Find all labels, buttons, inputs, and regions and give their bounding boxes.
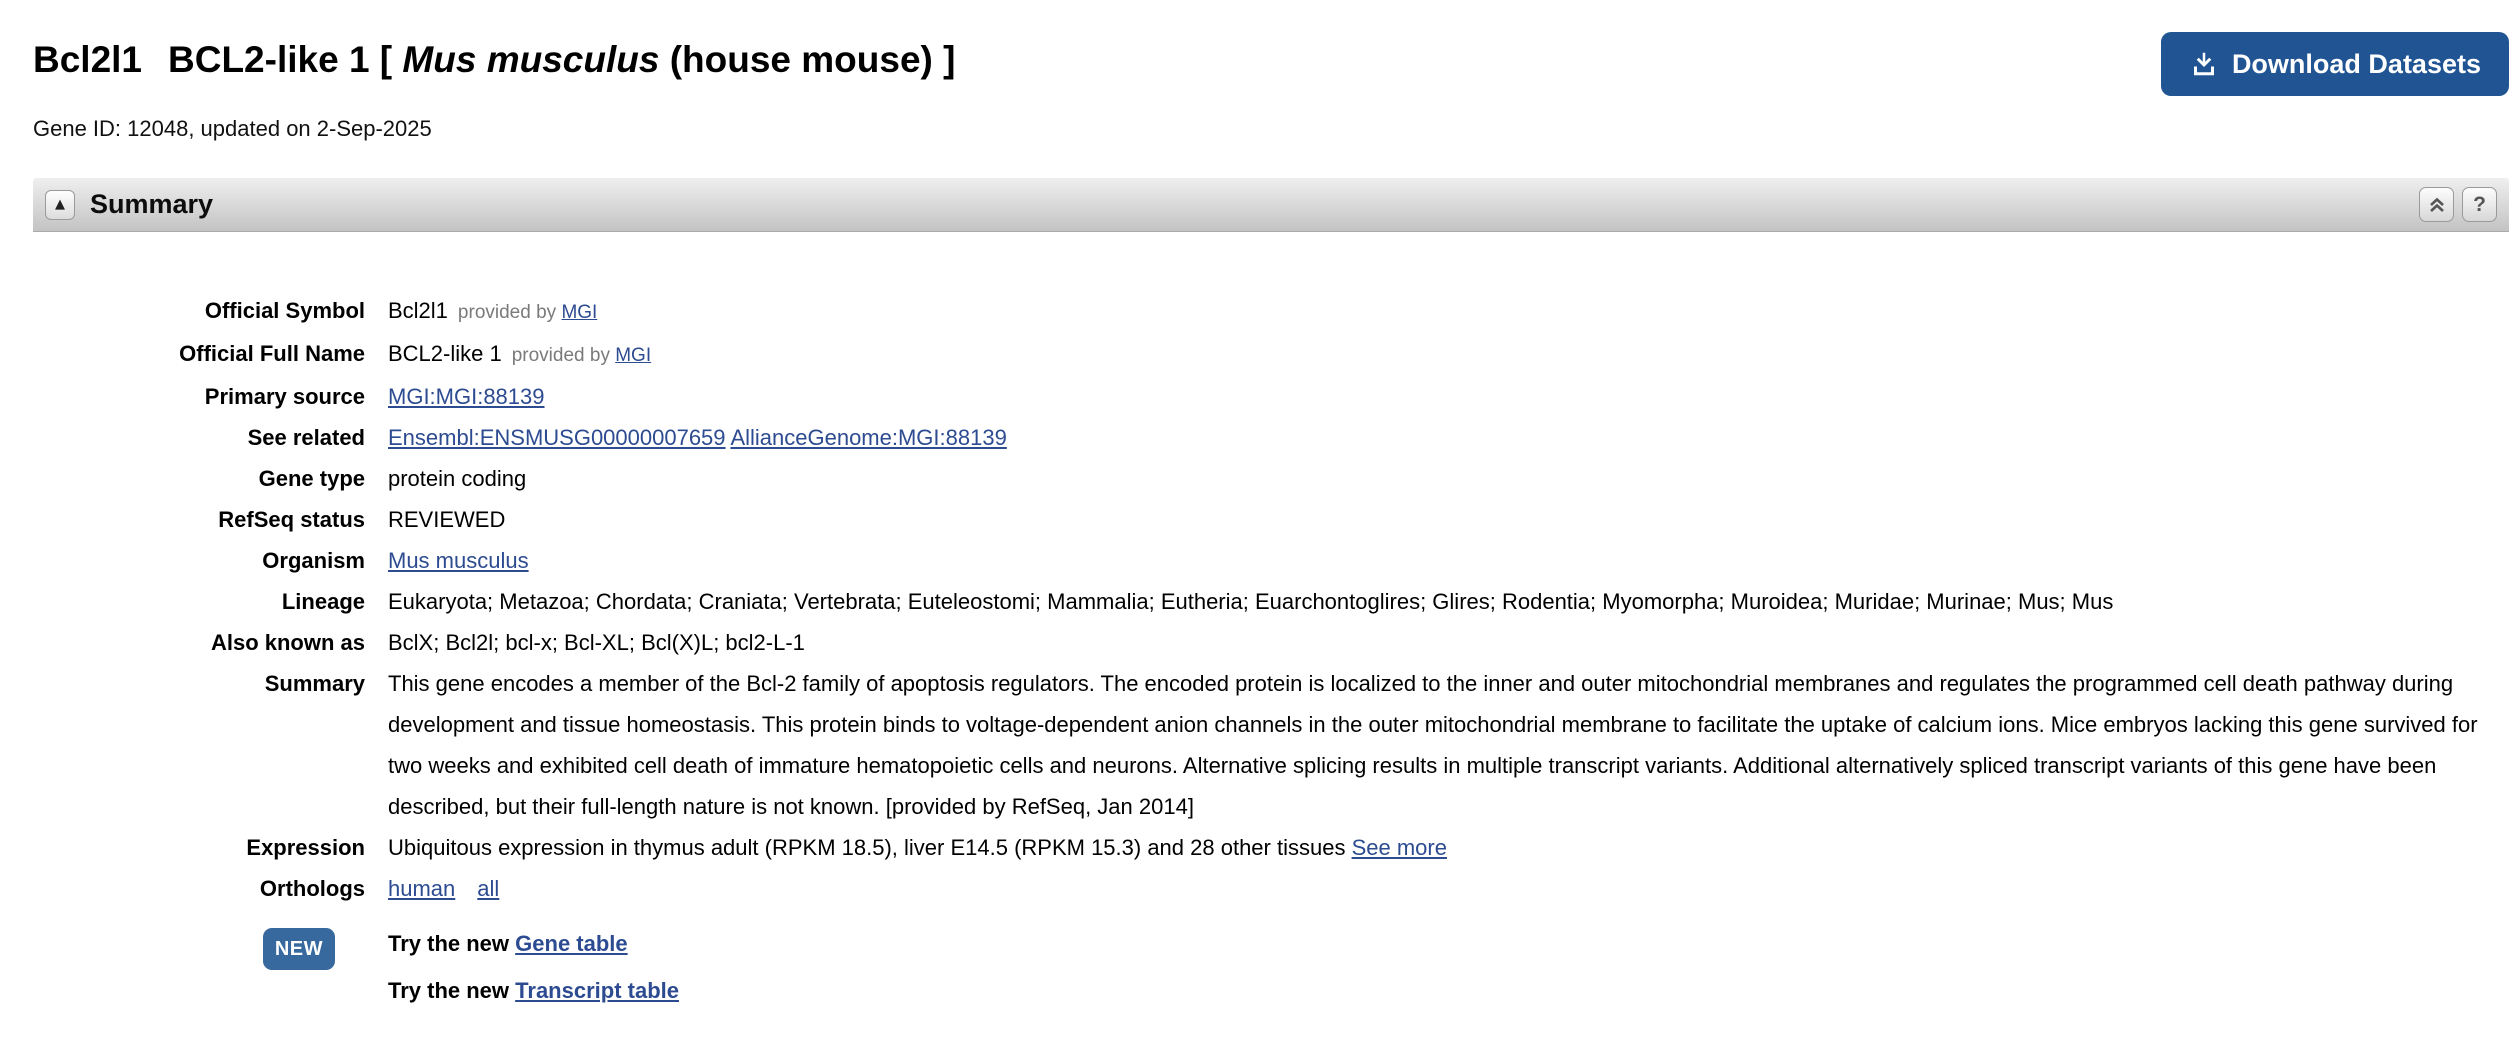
- download-button-label: Download Datasets: [2231, 48, 2481, 79]
- table-row-refseq-status: [33, 499, 2509, 540]
- official-full-name-value: BCL2-like 1: [388, 341, 502, 366]
- triangle-up-icon: ▲: [55, 197, 65, 212]
- collapse-section-button[interactable]: [45, 190, 75, 220]
- help-button[interactable]: [2462, 187, 2497, 222]
- refseq-status-value: REVIEWED: [388, 507, 506, 532]
- organism-common-name: (house mouse) ]: [659, 39, 956, 80]
- new-badge: NEW: [263, 928, 335, 970]
- table-row-orthologs: [33, 868, 2509, 909]
- field-label: See related: [247, 425, 365, 450]
- try-transcript-table-row: [33, 970, 2509, 1011]
- summary-text: This gene encodes a member of the Bcl-2 family of apoptosis regulators. The encoded protein is localized to the inner and outer mitochondrial membranes and regulates the programmed cell death pathway during development and tissue homeostasis. This protein binds to voltage-dependent anion channels in the outer mitochondrial membrane to facilitate the uptake of calcium ions. Mice embryos lacking this gene survived for two weeks and exhibited cell death of immature hematopoietic cells and neurons. Alternative splicing results in multiple transcript variants. Additional alternatively spliced transcript variants of this gene have been described, but their full-length nature is not known. [provided by RefSeq, Jan 2014]: [388, 671, 2478, 819]
- alliancegenome-link[interactable]: AllianceGenome:MGI:88139: [730, 425, 1007, 450]
- transcript-table-link[interactable]: Transcript table: [515, 978, 679, 1003]
- new-feature-block: [33, 923, 2509, 1011]
- field-label: Official Full Name: [179, 341, 365, 366]
- provided-by-text: provided by: [457, 302, 562, 323]
- gene-page: [0, 32, 2518, 1064]
- see-more-link[interactable]: See more: [1351, 835, 1447, 860]
- ensembl-link[interactable]: Ensembl:ENSMUSG00000007659: [388, 425, 726, 450]
- field-label: Also known as: [210, 630, 365, 655]
- field-label: RefSeq status: [218, 507, 365, 532]
- field-label: Expression: [246, 835, 365, 860]
- gene-full-name: BCL2-like 1 [: [168, 39, 403, 80]
- organism-name: Mus musculus: [402, 39, 660, 80]
- table-row-official-full-name: [33, 333, 2509, 376]
- section-title: Summary: [90, 189, 214, 219]
- try-gene-table-row: [33, 923, 2509, 970]
- gene-table-link[interactable]: Gene table: [515, 931, 628, 956]
- summary-section-header: [33, 178, 2509, 232]
- double-chevron-up-icon: [2427, 195, 2447, 215]
- field-label: Primary source: [204, 384, 365, 409]
- page-header: [33, 32, 2509, 96]
- table-row-expression: [33, 827, 2509, 868]
- download-icon: [2189, 49, 2219, 79]
- provided-by-text: provided by: [511, 345, 616, 366]
- official-symbol-value: Bcl2l1: [388, 298, 448, 323]
- expression-value: Ubiquitous expression in thymus adult (RPKM 18.5), liver E14.5 (RPKM 15.3) and 28 other tissues: [388, 835, 1352, 860]
- table-row-official-symbol: [33, 290, 2509, 333]
- page-title: [33, 32, 955, 82]
- field-label: Official Symbol: [204, 298, 365, 323]
- summary-fields-table: [33, 290, 2509, 1011]
- lineage-value: Eukaryota; Metazoa; Chordata; Craniata; Vertebrata; Euteleostomi; Mammalia; Eutheria; Euarchontoglires; Glires; Rodentia; Myomorpha; Muroidea; Muridae; Murinae; Mus; Mus: [388, 589, 2114, 614]
- download-datasets-button[interactable]: [2161, 32, 2509, 96]
- field-label: Organism: [262, 548, 365, 573]
- also-known-as-value: BclX; Bcl2l; bcl-x; Bcl-XL; Bcl(X)L; bcl2-L-1: [388, 630, 805, 655]
- orthologs-all-link[interactable]: all: [477, 876, 500, 901]
- try-the-new-text: Try the new: [388, 931, 516, 956]
- question-mark-icon: ?: [2473, 192, 2486, 216]
- field-label: Summary: [264, 671, 365, 696]
- gene-id-line: Gene ID: 12048, updated on 2-Sep-2025: [33, 116, 432, 141]
- primary-source-link[interactable]: MGI:MGI:88139: [388, 384, 545, 409]
- table-row-primary-source: [33, 376, 2509, 417]
- table-row-organism: [33, 540, 2509, 581]
- section-header-actions: [2419, 187, 2497, 222]
- table-row-summary: [33, 663, 2509, 827]
- table-row-also-known-as: [33, 622, 2509, 663]
- field-label: Lineage: [281, 589, 365, 614]
- organism-link[interactable]: Mus musculus: [388, 548, 529, 573]
- field-label: Orthologs: [259, 876, 365, 901]
- table-row-lineage: [33, 581, 2509, 622]
- field-label: Gene type: [258, 466, 365, 491]
- gene-type-value: protein coding: [388, 466, 527, 491]
- gene-symbol: Bcl2l1: [33, 39, 143, 80]
- mgi-source-link[interactable]: MGI: [561, 302, 598, 323]
- table-row-gene-type: [33, 458, 2509, 499]
- mgi-source-link[interactable]: MGI: [615, 345, 652, 366]
- orthologs-human-link[interactable]: human: [388, 876, 456, 901]
- table-row-see-related: [33, 417, 2509, 458]
- scroll-to-top-button[interactable]: [2419, 187, 2454, 222]
- try-the-new-text: Try the new: [388, 978, 516, 1003]
